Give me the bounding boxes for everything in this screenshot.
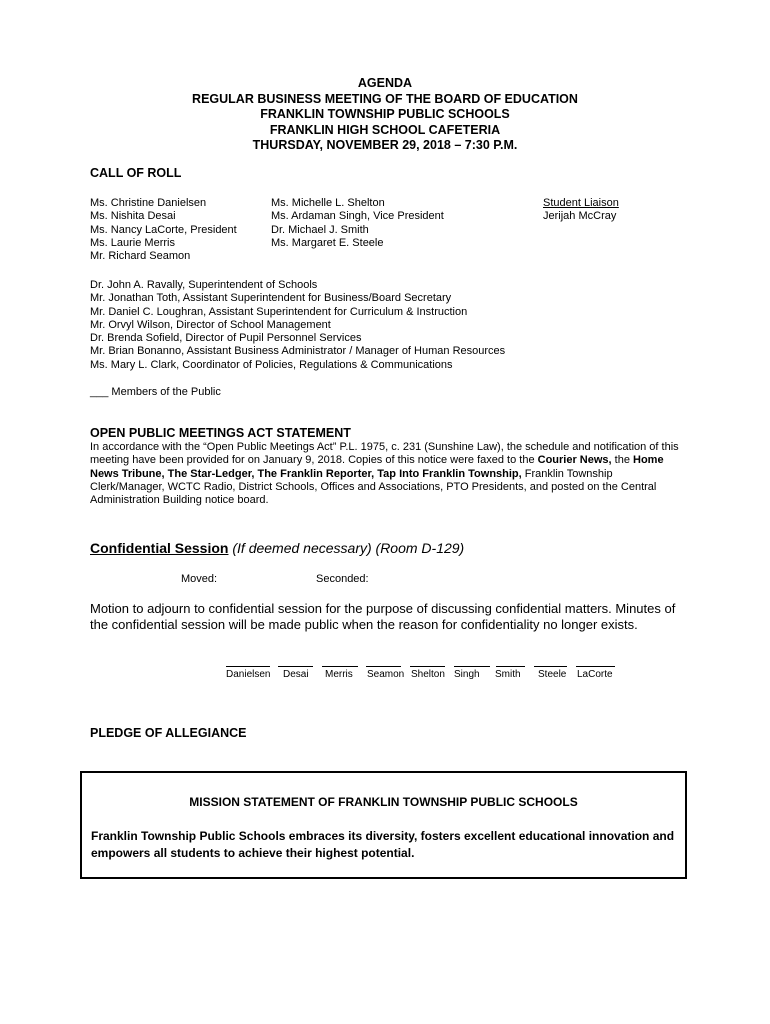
vote-name: LaCorte — [577, 669, 613, 680]
pledge-title: PLEDGE OF ALLEGIANCE — [90, 726, 247, 740]
vote-name: Desai — [283, 669, 309, 680]
vote-line — [322, 666, 358, 667]
vote-name: Steele — [538, 669, 567, 680]
student-liaison-heading: Student Liaison — [543, 197, 619, 209]
header-line: REGULAR BUSINESS MEETING OF THE BOARD OF EDUCATION — [192, 91, 578, 106]
mission-statement-title: MISSION STATEMENT OF FRANKLIN TOWNSHIP PUBLIC SCHOOLS — [189, 795, 578, 809]
confidential-motion: Motion to adjourn to confidential session for the purpose of discussing confidential matters. Minutes of the confidential session will be made public when the reason for confidentiality no longer exists. — [90, 601, 676, 632]
vote-name: Singh — [454, 669, 480, 680]
vote-line — [278, 666, 313, 667]
roll-member: Ms. Nancy LaCorte, President — [90, 223, 237, 236]
roll-member: Ms. Laurie Merris — [90, 236, 175, 249]
administrator: Dr. John A. Ravally, Superintendent of Schools — [90, 279, 318, 291]
mission-statement-body: Franklin Township Public Schools embraces its diversity, fosters excellent educational innovation and empowers all students to achieve their highest potential. — [91, 829, 675, 860]
vote-line — [534, 666, 567, 667]
vote-line — [366, 666, 401, 667]
roll-member: Ms. Christine Danielsen — [90, 197, 207, 209]
mission-statement-box — [80, 771, 687, 879]
seconded-label: Seconded: — [316, 573, 369, 585]
roll-member: Ms. Ardaman Singh, Vice President — [271, 210, 444, 223]
opma-bold-2: Home News Tribune, The Star-Ledger, The Franklin Reporter, Tap Into Franklin Township, — [90, 454, 664, 480]
vote-name: Danielsen — [226, 669, 271, 680]
vote-line — [496, 666, 525, 667]
header-line: FRANKLIN HIGH SCHOOL CAFETERIA — [269, 122, 501, 137]
header-line: THURSDAY, NOVEMBER 29, 2018 – 7:30 P.M. — [252, 138, 518, 152]
vote-name: Seamon — [367, 669, 405, 680]
administrator: Mr. Jonathan Toth, Assistant Superintendent for Business/Board Secretary — [90, 292, 452, 305]
opma-bold-1: Courier News, — [537, 454, 612, 467]
roll-member: Ms. Michelle L. Shelton — [271, 197, 385, 209]
vote-name: Merris — [325, 669, 353, 680]
opma-title: OPEN PUBLIC MEETINGS ACT STATEMENT — [90, 426, 351, 440]
roll-member: Mr. Richard Seamon — [90, 250, 191, 263]
opma-text-2: the — [611, 454, 633, 467]
administrator: Ms. Mary L. Clark, Coordinator of Policies, Regulations & Communications — [90, 358, 453, 371]
administrator: Mr. Brian Bonanno, Assistant Business Administrator / Manager of Human Resources — [90, 345, 506, 358]
moved-label: Moved: — [181, 573, 218, 585]
call-of-roll-title: CALL OF ROLL — [90, 166, 182, 180]
administrator: Mr. Daniel C. Loughran, Assistant Superintendent for Curriculum & Instruction — [90, 305, 468, 318]
opma-text-3: Franklin Township Clerk/Manager, WCTC Radio, District Schools, Offices and Associations, PTO Presidents, and posted on the Central Administration Building notice board. — [90, 467, 657, 507]
administrator: Dr. Brenda Sofield, Director of Pupil Personnel Services — [90, 332, 362, 345]
vote-name: Shelton — [411, 669, 445, 680]
vote-name: Smith — [495, 669, 521, 680]
vote-line — [226, 666, 270, 667]
student-liaison-name: Jerijah McCray — [543, 210, 617, 223]
vote-line — [454, 666, 490, 667]
vote-line — [410, 666, 445, 667]
administrator: Mr. Orvyl Wilson, Director of School Management — [90, 318, 331, 331]
header-line: AGENDA — [357, 76, 413, 90]
confidential-session-title: Confidential Session — [90, 540, 229, 556]
confidential-session-note: (If deemed necessary) (Room D-129) — [228, 540, 465, 556]
vote-line — [576, 666, 615, 667]
roll-member: Ms. Margaret E. Steele — [271, 236, 384, 249]
roll-member: Ms. Nishita Desai — [90, 210, 176, 223]
header-line: FRANKLIN TOWNSHIP PUBLIC SCHOOLS — [260, 107, 510, 121]
members-of-public: ___ Members of the Public — [90, 386, 221, 398]
roll-member: Dr. Michael J. Smith — [271, 223, 369, 236]
opma-text-1: In accordance with the “Open Public Meetings Act” P.L. 1975, c. 231 (Sunshine Law), the schedule and notification of this meeting have been provided for on January 9, 2018. Copies of this notice were faxed to the — [90, 441, 679, 467]
